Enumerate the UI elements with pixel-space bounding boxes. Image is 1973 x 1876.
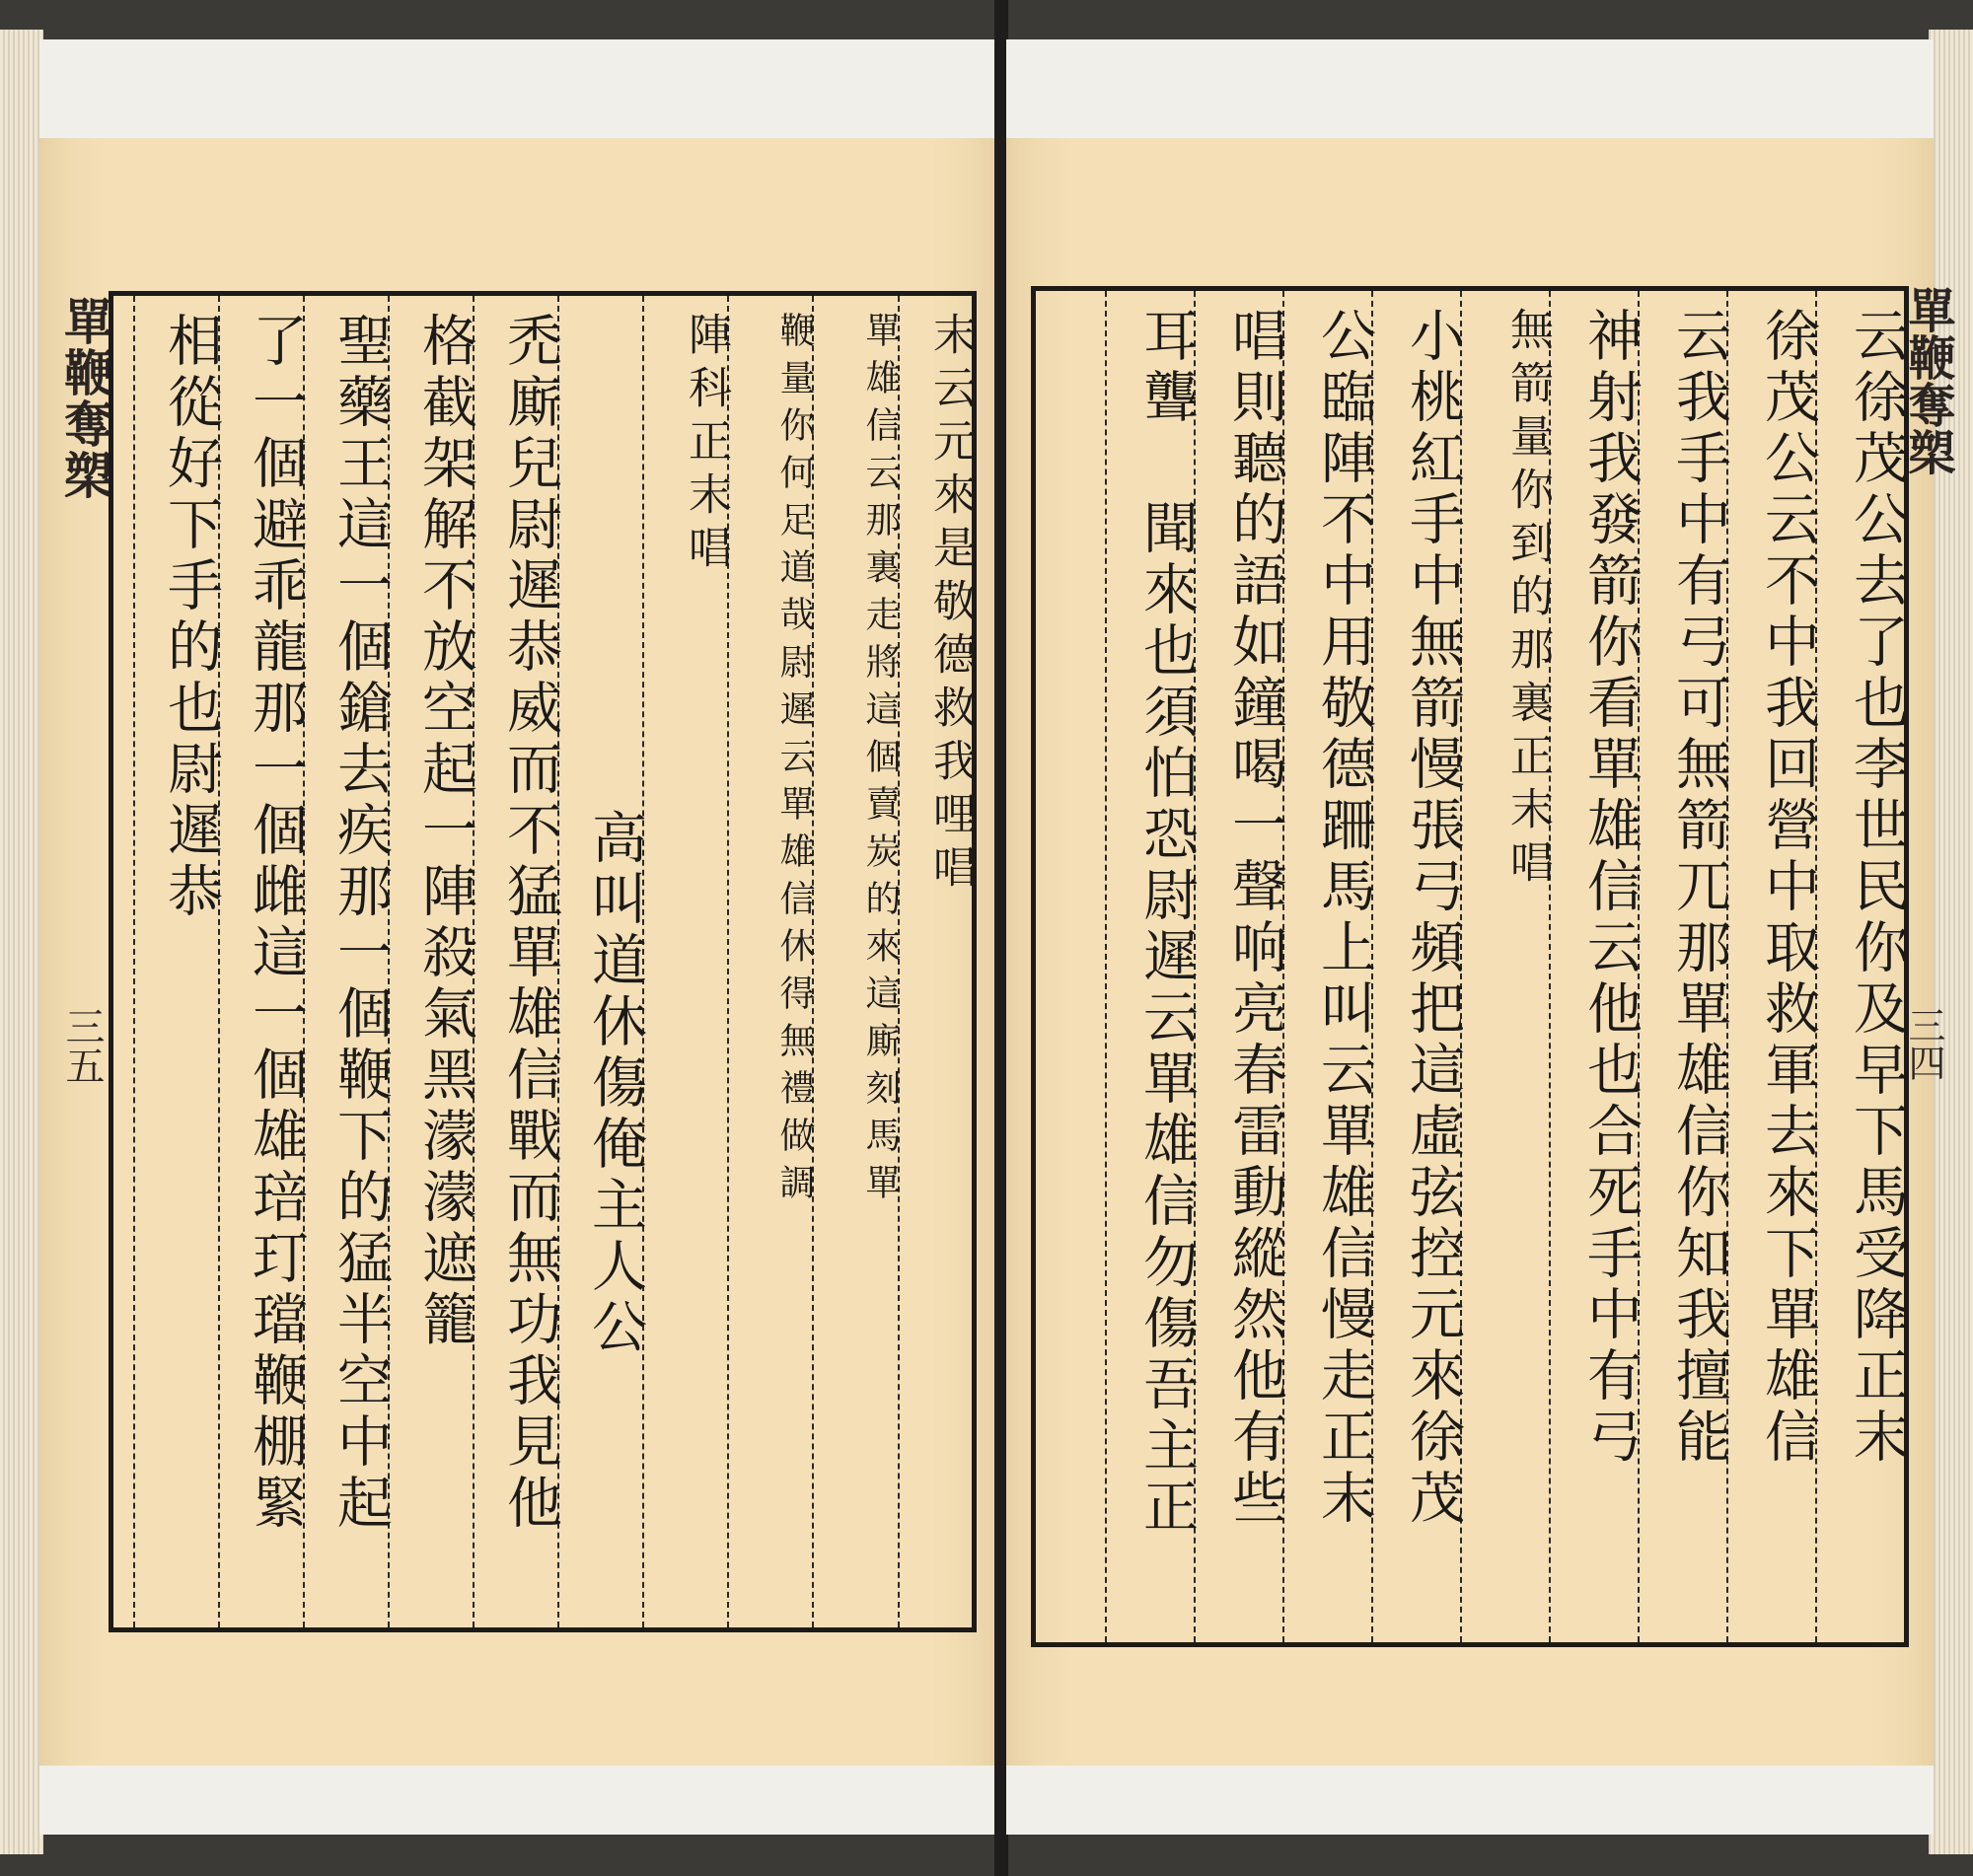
right-margin-title: 單鞭奪槊: [1900, 286, 1955, 475]
left-folio-number: 三五: [59, 1006, 105, 1085]
text-column: 聖藥王這一個鎗去疾那一個鞭下的猛半空中起: [303, 296, 388, 1627]
text-column: 唱則聽的語如鐘喝一聲响亮春雷動縱然他有些: [1194, 291, 1282, 1642]
text-column: 鞭量你何足道哉尉遲云單雄信休得無禮做調: [727, 296, 812, 1627]
top-margin-paper: [39, 39, 996, 138]
text-column: 末云元來是敬德救我哩唱: [898, 296, 972, 1627]
left-text-frame: [109, 291, 977, 1632]
bottom-margin-paper: [39, 1766, 996, 1835]
text-column: 公臨陣不中用敬德跚馬上叫云單雄信慢走正末: [1282, 291, 1371, 1642]
text-column: 云徐茂公去了也李世民你及早下馬受降正末: [1815, 291, 1904, 1642]
left-margin-title: 單鞭奪槊: [56, 296, 114, 501]
text-column: 高叫道休傷俺主人公: [557, 296, 642, 1627]
text-column: 徐茂公云不中我回營中取救軍去來下單雄信: [1726, 291, 1815, 1642]
text-column: 格截架解不放空起一陣殺氣黑濛濛遮籠: [388, 296, 473, 1627]
left-page-edges: [0, 30, 43, 1854]
right-folio-number: 三四: [1902, 1006, 1945, 1081]
top-margin-paper: [1006, 39, 1934, 138]
text-column: 禿廝兒尉遲恭威而不猛單雄信戰而無功我見他: [473, 296, 557, 1627]
text-column: 了一個避乖龍那一個雌這一個雄琣玎璫鞭棚緊: [218, 296, 303, 1627]
text-column: 云我手中有弓可無箭兀那單雄信你知我擅能: [1638, 291, 1726, 1642]
bottom-margin-paper: [1006, 1766, 1934, 1835]
text-column: 小桃紅手中無箭慢張弓頻把這虛弦控元來徐茂: [1371, 291, 1460, 1642]
right-text-frame: [1031, 286, 1909, 1647]
text-column: 神射我發箭你看單雄信云他也合死手中有弓: [1549, 291, 1638, 1642]
text-column: 無箭量你到的那裏正末唱: [1460, 291, 1549, 1642]
text-column: 單雄信云那裏走將這個賣炭的來這廝刻馬單: [812, 296, 898, 1627]
text-column: 耳聾 聞來也須怕恐尉遲云單雄信勿傷吾主正: [1105, 291, 1194, 1642]
text-column: 相從好下手的也尉遲恭: [133, 296, 218, 1627]
text-column: 陣科正末唱: [642, 296, 727, 1627]
